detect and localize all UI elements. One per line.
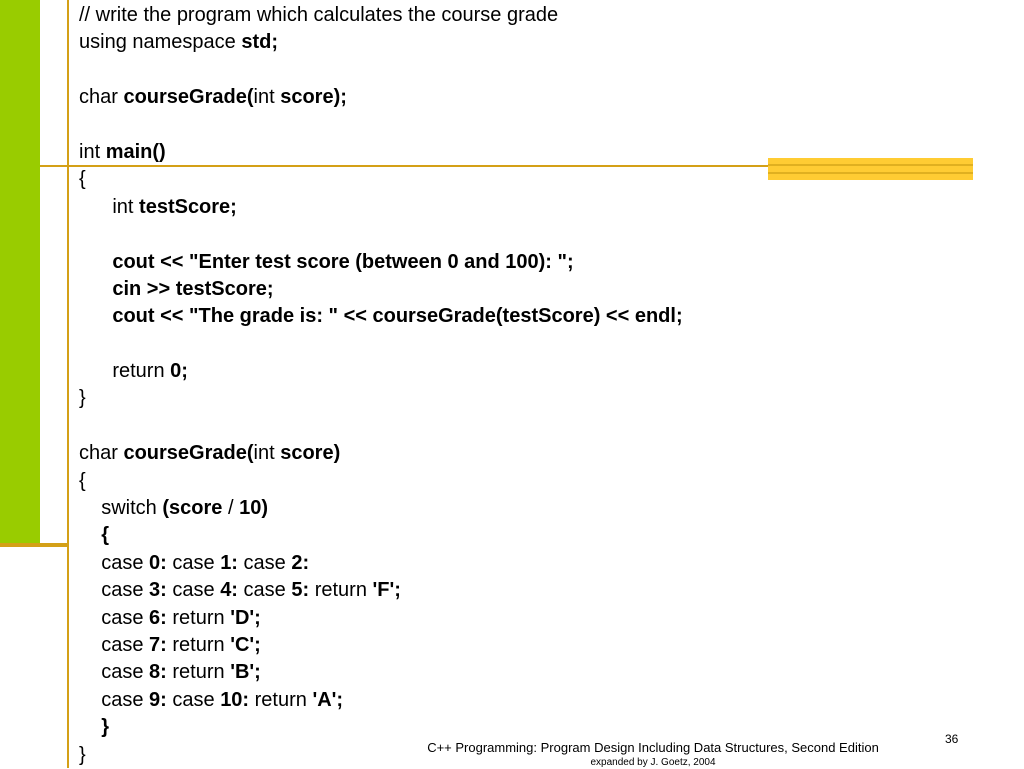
code-token: case (79, 579, 150, 602)
code-token: case (166, 688, 221, 711)
code-line (79, 468, 979, 495)
code-line (79, 385, 979, 412)
code-line (79, 632, 979, 659)
code-token: case (79, 688, 150, 711)
code-line (79, 29, 979, 56)
code-token: case (79, 606, 150, 629)
code-token: case (237, 579, 292, 602)
code-line (79, 166, 979, 193)
code-line (79, 112, 979, 139)
code-token: { (101, 524, 110, 547)
code-token: } (79, 743, 86, 766)
code-token: std; (241, 31, 278, 54)
code-token: int (79, 140, 106, 163)
code-token: case (79, 633, 150, 656)
code-token: 7: (149, 633, 167, 656)
code-token: case (237, 551, 292, 574)
code-token: 2: (291, 551, 310, 574)
code-token: 8: (149, 661, 167, 684)
slide-number: 36 (945, 732, 959, 746)
code-token: // write the program which calculates the course grade (79, 4, 559, 26)
code-line (79, 249, 979, 276)
code-token: char (79, 86, 124, 109)
code-line (79, 714, 979, 741)
code-token: (score (162, 497, 228, 520)
code-token: return (309, 579, 373, 602)
code-token: int (253, 86, 281, 109)
code-token: 9: (149, 688, 167, 711)
code-token (79, 278, 112, 300)
code-line (79, 57, 979, 84)
code-token: return (249, 688, 313, 711)
code-token: 'C'; (230, 633, 261, 656)
code-token: courseGrade( (123, 442, 254, 465)
code-token: 4: (220, 579, 238, 602)
code-token (79, 524, 101, 546)
code-token: { (79, 469, 86, 492)
code-token: 10) (239, 497, 268, 520)
code-line (79, 303, 979, 330)
code-line (79, 550, 979, 577)
code-token: / (227, 497, 240, 520)
footer-title: C++ Programming: Program Design Including Data Structures, Second Edition (427, 740, 879, 755)
code-token: 'A'; (312, 688, 344, 711)
vertical-rule (67, 0, 69, 768)
code-token: testScore; (139, 195, 237, 218)
code-line (79, 440, 979, 467)
code-token: 'D'; (230, 606, 261, 629)
code-line (79, 221, 979, 248)
code-token: score) (280, 442, 341, 465)
code-token: score); (280, 86, 347, 109)
code-token: case (79, 661, 150, 684)
code-token: 0: (149, 551, 167, 574)
code-token: } (101, 716, 110, 739)
code-line (79, 522, 979, 549)
code-line (79, 687, 979, 714)
code-token: courseGrade( (123, 86, 254, 109)
code-token: int (253, 442, 281, 465)
code-token: switch (79, 497, 163, 520)
code-token: return (166, 661, 231, 684)
code-token: using namespace (79, 31, 242, 54)
code-token: 10: (220, 688, 250, 711)
code-line (79, 495, 979, 522)
code-token: case (166, 551, 221, 574)
footer-subtitle: expanded by J. Goetz, 2004 (590, 757, 716, 768)
code-token (79, 716, 101, 738)
code-token: } (79, 387, 86, 410)
code-token: cout << "The grade is: " << courseGrade(testScore) << endl; (112, 305, 683, 328)
code-token: cin >> testScore; (112, 277, 274, 300)
code-line (79, 194, 979, 221)
code-token (79, 305, 112, 327)
code-token: return (79, 360, 171, 383)
code-line (79, 84, 979, 111)
code-token: 'B'; (230, 661, 261, 684)
code-token: 'F'; (372, 579, 401, 602)
code-token: case (79, 551, 150, 574)
code-token (79, 251, 112, 273)
code-line (79, 659, 979, 686)
code-line (79, 358, 979, 385)
code-line (79, 2, 979, 29)
code-line (79, 577, 979, 604)
code-token: char (79, 442, 124, 465)
code-line (79, 413, 979, 440)
code-token: 1: (220, 551, 238, 574)
code-line (79, 139, 979, 166)
code-listing (79, 2, 979, 769)
code-token: 6: (149, 606, 167, 629)
code-token: return (166, 606, 231, 629)
code-line (79, 331, 979, 358)
code-token: main() (105, 140, 166, 163)
code-line (79, 276, 979, 303)
code-token: cout << "Enter test score (between 0 and 100): "; (112, 250, 574, 273)
green-sidebar (0, 0, 40, 546)
code-token: 5: (291, 579, 310, 602)
code-token: 0; (170, 360, 188, 383)
code-token: int (79, 195, 140, 218)
code-token: 3: (149, 579, 167, 602)
code-line (79, 605, 979, 632)
sidebar-bottom-rule (0, 543, 68, 547)
code-token: case (166, 579, 221, 602)
code-token: { (79, 168, 86, 191)
code-token: return (166, 633, 231, 656)
